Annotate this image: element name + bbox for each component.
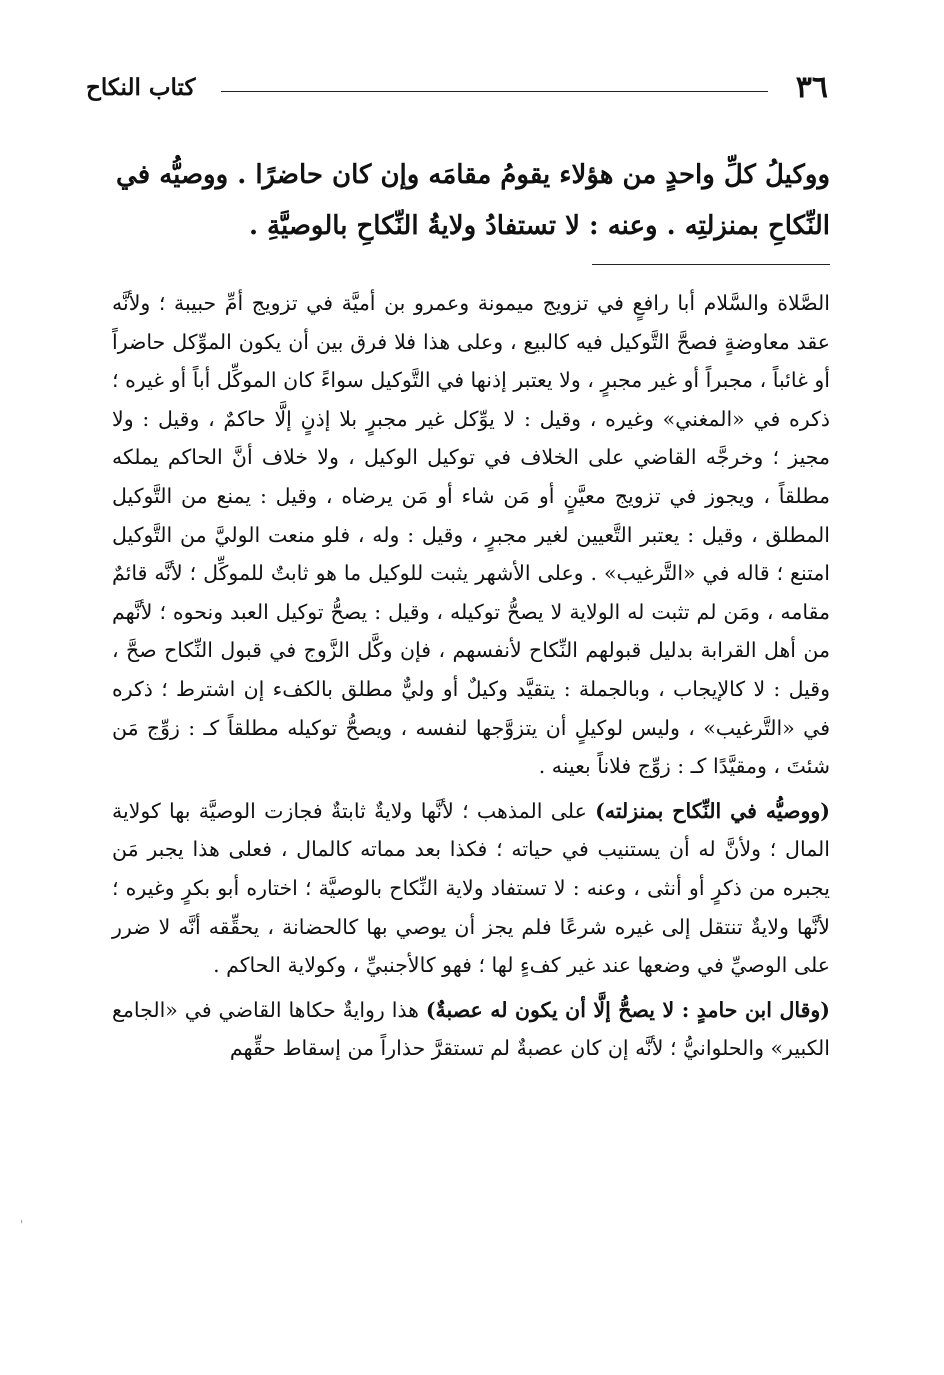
- page-header: [86, 62, 828, 112]
- main-text-line: ووكيلُ كلِّ واحدٍ من هؤلاء يقومُ مقامَه وإن كان حاضرًا . ووصيُّه في: [116, 160, 830, 190]
- commentary-paragraph: [112, 284, 830, 786]
- running-title: كتاب النكاح: [86, 73, 196, 101]
- commentary-text: هذا روايةٌ حكاها القاضي في «الجامع الكبير» والحلوانيُّ ؛ لأنَّه إن كان عصبةٌ لم تستقرَّ حذاراً من إسقاط حقِّهم: [112, 997, 830, 1061]
- commentary-text: على المذهب ؛ لأنَّها ولايةٌ ثابتةٌ فجازت الوصيَّة بها كولاية المال ؛ ولأنَّ له أن يستنيب في حياته ؛ فكذا بعد مماته كالمال ، فعلى هذا يجبر مَن يجبره من ذكرٍ أو أنثى ، وعنه : لا تستفاد ولاية النِّكاح بالوصيَّة ؛ اختاره أبو بكرٍ وغيره ؛ لأنَّها ولايةٌ تنتقل إلى غيره شرعًا فلم يجز أن يوصي بها كالحضانة ، يحقِّقه أنَّه لا ضرر على الوصيِّ في وضعها عند غير كفءٍ لها ؛ فهو كالأجنبيِّ ، وكولاية الحاكم .: [112, 798, 830, 978]
- commentary-paragraph: [112, 991, 830, 1068]
- margin-mark: ': [20, 1218, 24, 1232]
- commentary: [112, 284, 830, 1068]
- page-number: ٣٦: [795, 69, 828, 105]
- header-rule: [221, 91, 767, 92]
- quoted-matn: (وقال ابن حامدٍ : لا يصحُّ إلَّا أن يكون له عصبةٌ): [425, 997, 830, 1022]
- main-text-line: النِّكاحِ بمنزلتِه . وعنه : لا تستفادُ ولايةُ النِّكاحِ بالوصيَّةِ .: [248, 211, 830, 241]
- commentary-text: الصَّلاة والسَّلام أبا رافعٍ في تزويج ميمونة وعمرو بن أميَّة في تزويج أمِّ حبيبة ؛ ولأنَّه عقد معاوضةٍ فصحَّ التَّوكيل فيه كالبيع ، وعلى هذا فلا فرق بين أن يكون الموِّكل حاضراً أو غائباً ، مجبراً أو غير مجبرٍ ، ولا يعتبر إذنها في التَّوكيل سواءً كان الموكِّل أباً أو غيره ؛ ذكره في «المغني» وغيره ، وقيل : لا يوِّكل غير مجبرٍ بلا إذنٍ إلَّا حاكمٌ ، وقيل : ولا مجيز ؛ وخرجَّه القاضي على الخلاف في توكيل الوكيل ، ولا خلاف أنَّ الحاكم يملكه مطلقاً ، ويجوز في تزويج معيَّنٍ أو مَن شاء أو مَن يرضاه ، وقيل : يمنع من التَّوكيل المطلق ، وقيل : يعتبر التَّعيين لغير مجبرٍ ، وقيل : وله ، فلو منعت الوليَّ من التَّوكيل امتنع ؛ قاله في «التَّرغيب» . وعلى الأشهر يثبت للوكيل ما هو ثابتٌ للموكِّل ؛ لأنَّه قائمٌ مقامه ، ومَن لم تثبت له الولاية لا يصحُّ توكيله ، وقيل : يصحُّ توكيل العبد ونحوه ؛ لأنَّهم من أهل القرابة بدليل قبولهم النِّكاح لأنفسهم ، فإن وكَّل الزَّوج في قبول النِّكاح صحَّ ، وقيل : لا كالإيجاب ، وبالجملة : يتقيَّد وكيلٌ أو وليٌّ مطلق بالكفء إن اشترط ؛ ذكره في «التَّرغيب» ، وليس لوكيلٍ أن يتزوَّجها لنفسه ، ويصحُّ توكيله مطلقاً كـ : زوِّج مَن شئتَ ، ومقيَّدًا كـ : زوِّج فلاناً بعينه .: [112, 291, 830, 779]
- quoted-matn: (ووصيُّه في النِّكاح بمنزلته): [595, 798, 830, 823]
- commentary-paragraph: [112, 792, 830, 985]
- commentary-separator: [592, 264, 830, 265]
- main-text: [112, 150, 830, 252]
